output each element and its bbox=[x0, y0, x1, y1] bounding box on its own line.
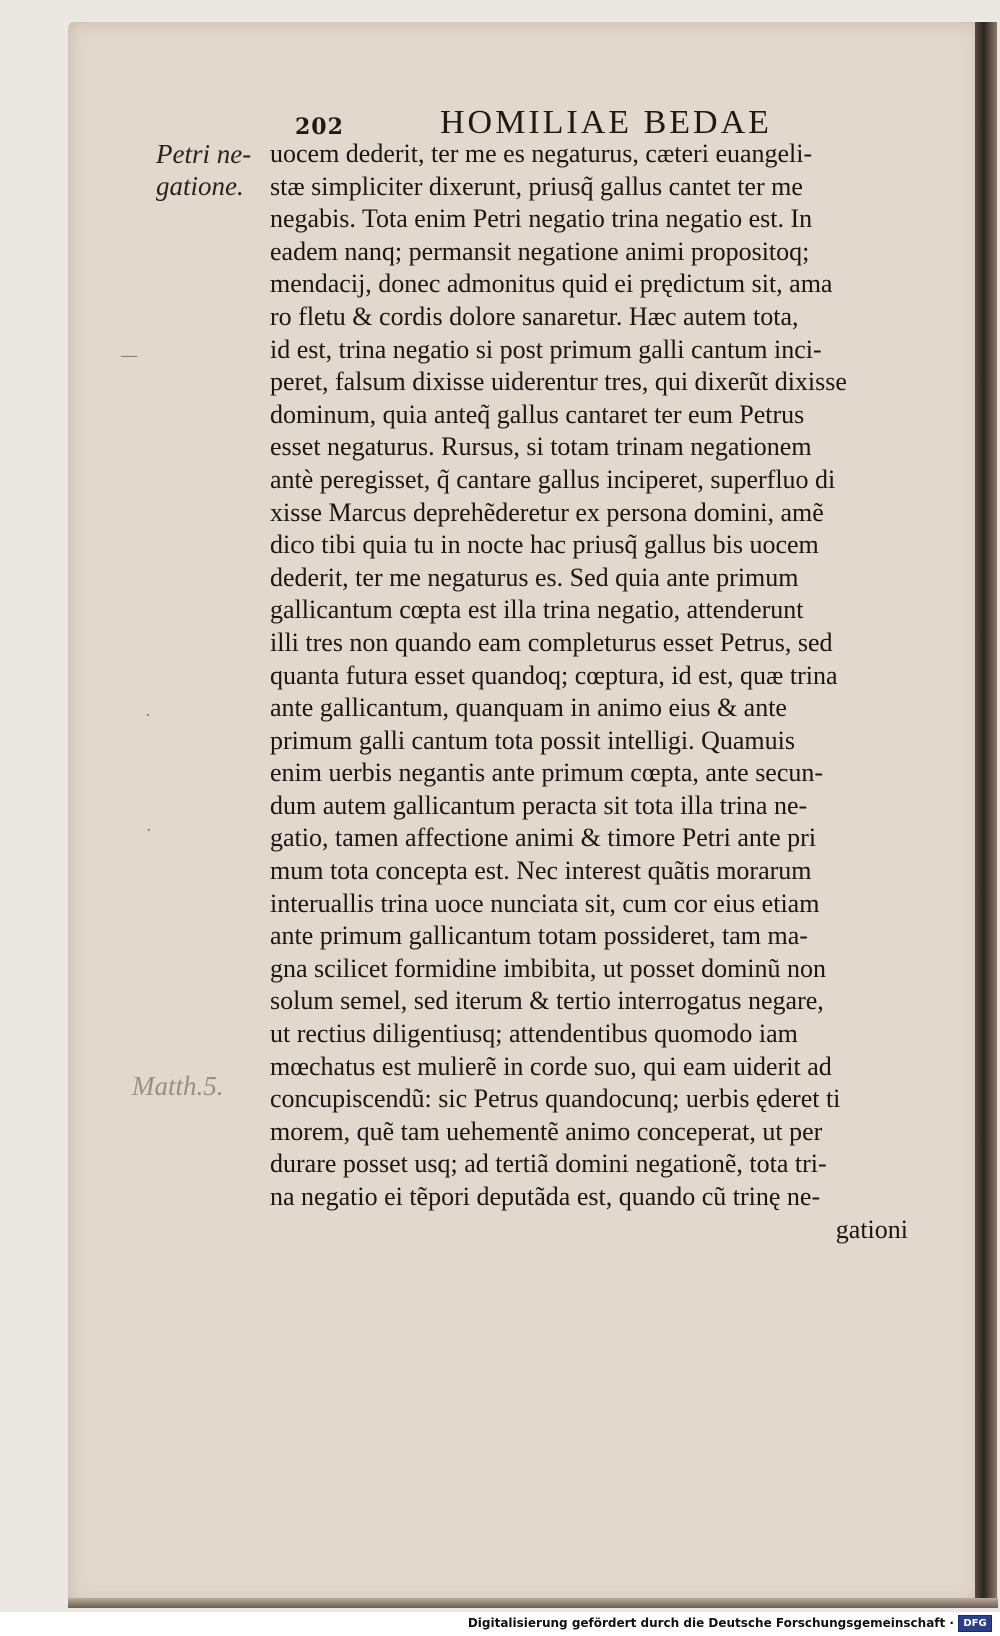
text-line: dico tibi quia tu in nocte hac priusq̃ gallus bis uocem bbox=[270, 530, 819, 560]
text-line: stæ simpliciter dixerunt, priusq̃ gallus cantet ter me bbox=[270, 171, 803, 201]
text-line: solum semel, sed iterum & tertio interrogatus negare, bbox=[270, 986, 824, 1016]
text-line: concupiscendũ: sic Petrus quandocunq; uerbis ęderet ti bbox=[270, 1084, 841, 1114]
text-line: ut rectius diligentiusq; attendentibus quomodo iam bbox=[270, 1019, 798, 1049]
text-line: ro fletu & cordis dolore sanaretur. Hæc autem tota, bbox=[270, 301, 799, 331]
text-line: illi tres non quando eam completurus esset Petrus, sed bbox=[270, 627, 833, 657]
dfg-logo: DFG bbox=[958, 1615, 992, 1632]
text-line: peret, falsum dixisse uiderentur tres, qui dixerũt dixisse bbox=[270, 367, 847, 397]
text-line: morem, quẽ tam uehementẽ animo conceperat, ut per bbox=[270, 1116, 823, 1146]
text-line: dederit, ter me negaturus es. Sed quia ante primum bbox=[270, 562, 799, 592]
text-line: id est, trina negatio si post primum galli cantum inci- bbox=[270, 334, 822, 364]
page-edge-right bbox=[975, 22, 997, 1604]
stray-mark: · bbox=[145, 705, 151, 726]
text-line: quanta futura esset quandoq; cœptura, id est, quæ trina bbox=[270, 660, 838, 690]
body-text bbox=[270, 138, 910, 1246]
text-line: dominum, quia anteq̃ gallus cantaret ter eum Petrus bbox=[270, 399, 805, 429]
text-line: durare posset usq; ad tertiã domini negationẽ, tota tri- bbox=[270, 1149, 827, 1179]
text-line: negabis. Tota enim Petri negatio trina negatio est. In bbox=[270, 204, 813, 234]
page-edge-bottom bbox=[68, 1598, 998, 1608]
stray-mark: · bbox=[146, 820, 152, 841]
text-line: primum galli cantum tota possit intelligi. Quamuis bbox=[270, 725, 796, 755]
text-line: eadem nanq; permansit negatione animi propositoq; bbox=[270, 236, 810, 266]
footer-credit: Digitalisierung gefördert durch die Deutsche Forschungsgemeinschaft · bbox=[467, 1616, 954, 1630]
text-line: gationi bbox=[835, 1214, 908, 1244]
text-line: dum autem gallicantum peracta sit tota illa trina ne- bbox=[270, 790, 808, 820]
text-line: enim uerbis negantis ante primum cœpta, ante secun- bbox=[270, 758, 824, 788]
text-line: uocem dederit, ter me es negaturus, cæteri euangeli- bbox=[270, 139, 813, 168]
text-line: mœchatus est mulierẽ in corde suo, qui eam uiderit ad bbox=[270, 1051, 832, 1081]
book-title: HOMILIAE BEDAE bbox=[440, 104, 772, 141]
footer-bar bbox=[0, 1612, 1000, 1636]
page-number: 202 bbox=[295, 114, 344, 140]
text-line: gna scilicet formidine imbibita, ut posset dominũ non bbox=[270, 953, 827, 983]
text-line: antè peregisset, q̃ cantare gallus inciperet, superfluo di bbox=[270, 464, 836, 494]
text-line: ante primum gallicantum totam possideret, tam ma- bbox=[270, 921, 808, 951]
text-line: gatio, tamen affectione animi & timore Petri ante pri bbox=[270, 823, 817, 853]
stray-mark: — bbox=[120, 345, 138, 366]
text-line: mum tota concepta est. Nec interest quãtis morarum bbox=[270, 856, 812, 886]
margin-note-petri bbox=[156, 138, 251, 202]
margin-note-matth: Matth.5. bbox=[132, 1071, 224, 1101]
text-line: mendacij, donec admonitus quid ei prędictum sit, ama bbox=[270, 269, 833, 299]
text-line: ante gallicantum, quanquam in animo eius & ante bbox=[270, 693, 787, 723]
text-line: esset negaturus. Rursus, si totam trinam negationem bbox=[270, 432, 812, 462]
text-line: interuallis trina uoce nunciata sit, cum cor eius etiam bbox=[270, 888, 820, 918]
text-line: xisse Marcus deprehẽderetur ex persona domini, amẽ bbox=[270, 497, 824, 527]
text-line: gallicantum cœpta est illa trina negatio, attenderunt bbox=[270, 595, 804, 625]
text-line: na negatio ei tẽpori deputãda est, quando cũ trinę ne- bbox=[270, 1182, 821, 1211]
margin-note-line: Petri ne- bbox=[156, 139, 252, 169]
margin-note-line: gatione. bbox=[156, 171, 244, 201]
